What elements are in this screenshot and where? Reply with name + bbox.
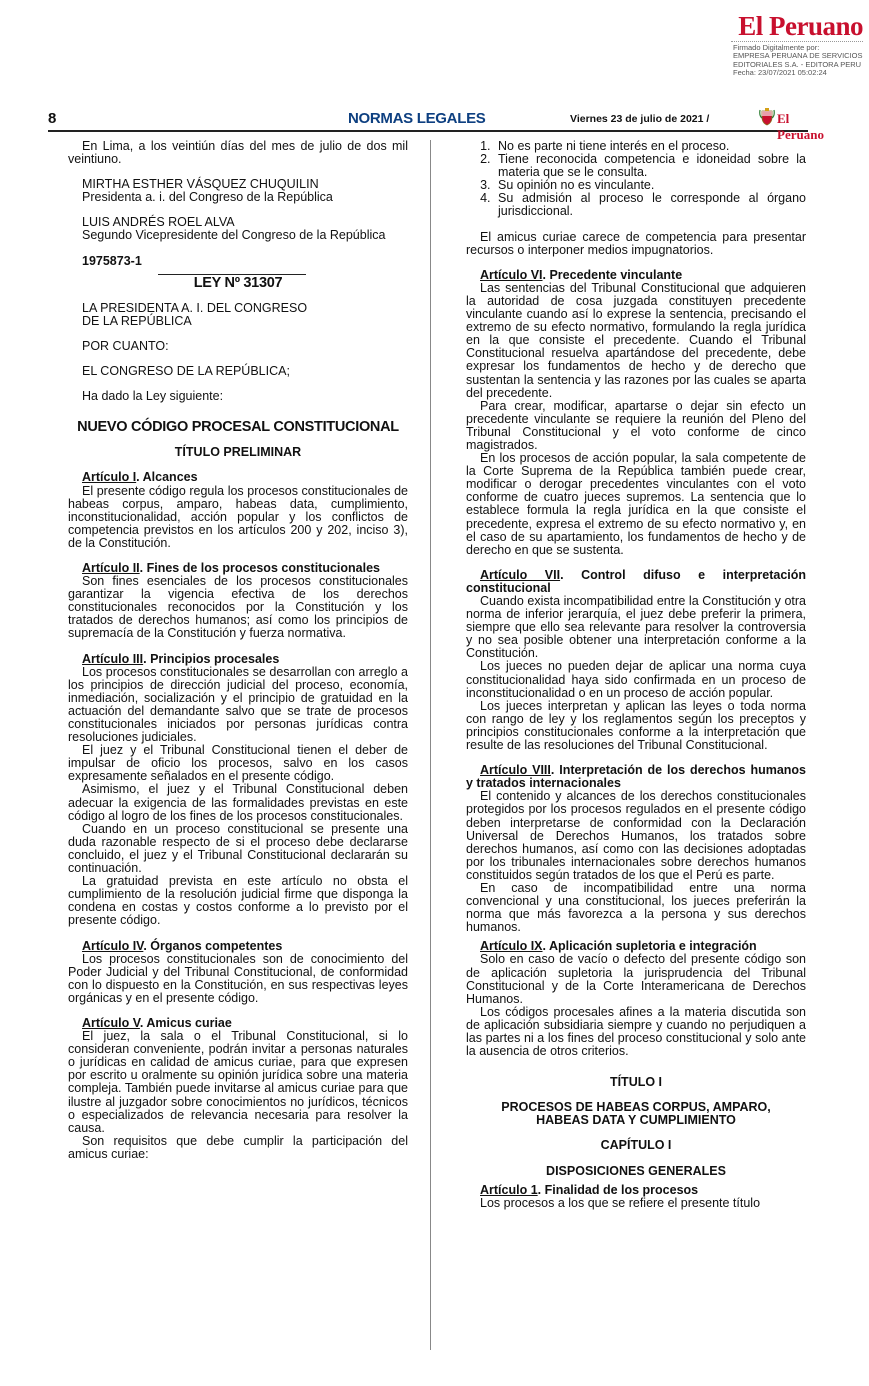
signatory-name: MIRTHA ESTHER VÁSQUEZ CHUQUILIN bbox=[82, 177, 319, 192]
list-item: 1. No es parte ni tiene interés en el proceso. bbox=[494, 140, 806, 153]
article-heading bbox=[68, 471, 408, 484]
article-paragraph: Son requisitos que debe cumplir la participación del amicus curiae: bbox=[68, 1133, 408, 1161]
page-number: 8 bbox=[48, 110, 57, 127]
title-heading: TÍTULO PRELIMINAR bbox=[174, 445, 302, 460]
title-subheading: HABEAS DATA Y CUMPLIMIENTO bbox=[536, 1113, 736, 1128]
signatory-name: LUIS ANDRÉS ROEL ALVA bbox=[82, 215, 235, 230]
list-item: 4. Su admisión al proceso le corresponde al órgano jurisdiccional. bbox=[494, 192, 806, 218]
article-paragraph: Los procesos constitucionales se desarrollan con arreglo a los principios de dirección judicial del proceso, economía, inmediación, socialización y el principio de gratuidad en la actuación del demandante salvo que se trate de procesos constitucionales iniciados por personas jurídicas contra resoluciones judiciales. bbox=[68, 664, 408, 745]
article-title: . Fines de los procesos constitucionales bbox=[139, 560, 381, 575]
article-paragraph: Los códigos procesales afines a la materia discutida son de aplicación subsidiaria siempre y cuando no perjudiquen a las partes ni a los fines del proceso constitucional y solo ante la ausencia de otros criterios. bbox=[466, 1004, 806, 1059]
title-subheading: PROCESOS DE HABEAS CORPUS, AMPARO, bbox=[501, 1100, 771, 1115]
issue-date: Viernes 23 de julio de 2021 / bbox=[570, 113, 710, 125]
document-code: 1975873-1 bbox=[82, 253, 142, 268]
article-paragraph: En caso de incompatibilidad entre una norma convencional y una constitucional, los jueces preferirán la norma que más favorezca a la persona y sus derechos humanos. bbox=[466, 880, 806, 935]
logo-text: El Peruano bbox=[738, 11, 863, 41]
article-title: . Precedente vinculante bbox=[542, 267, 683, 282]
coat-of-arms-icon bbox=[759, 108, 775, 126]
signature-line: Fecha: 23/07/2021 05:02:24 bbox=[733, 68, 827, 78]
article-heading bbox=[466, 764, 806, 790]
article-heading bbox=[68, 653, 408, 666]
list-item: 2. Tiene reconocida competencia e idoneidad sobre la materia que se le consulta. bbox=[494, 153, 806, 179]
signatory-role: Segundo Vicepresidente del Congreso de la República bbox=[82, 228, 386, 243]
article-paragraph: Los jueces no pueden dejar de aplicar una norma cuya constitucionalidad haya sido confirmada en un proceso de inconstitucionalidad o en un proceso de acción popular. bbox=[466, 659, 806, 700]
por-cuanto: POR CUANTO: bbox=[82, 338, 169, 353]
signature-line: EDITORIALES S.A. - EDITORA PERU bbox=[733, 59, 862, 69]
article-paragraph: En los procesos de acción popular, la sala competente de la Corte Suprema de la República también puede crear, modificar o derogar precedentes vinculantes con el voto conforme de cuatro jueces supremos. La sentencia que lo establece formula la regla jurídica en la que consiste el precedente, expresa el extremo de su efecto normativo y, en el caso de su apartamiento, los fundamentos de hecho y de derecho en que se sustenta. bbox=[466, 451, 806, 557]
article-title: . Interpretación de los derechos humanos y tratados internacionales bbox=[466, 763, 806, 791]
article-number: Artículo II bbox=[82, 560, 140, 575]
el-peruano-logo bbox=[713, 12, 863, 45]
article-paragraph: El juez, la sala o el Tribunal Constitucional, si lo consideran conveniente, podrán invitar a personas naturales o jurídicas en calidad de amicus curiae, para que expresen por escrito u oralmente su opinión jurídica sobre una materia compleja. También puede invitarse al amicus curiae para que ilustre al juzgador sobre conocimientos no jurídicos, técnicos o especializados de relevancia necesaria para resolver la causa. bbox=[68, 1029, 408, 1135]
signature-line: Firmado Digitalmente por: bbox=[733, 43, 820, 52]
article-heading bbox=[68, 940, 408, 953]
promulgator-line: LA PRESIDENTA A. I. DEL CONGRESO bbox=[82, 300, 308, 315]
article-number: Artículo IV bbox=[82, 938, 144, 953]
chapter-subheading: DISPOSICIONES GENERALES bbox=[546, 1163, 726, 1178]
congress-line: EL CONGRESO DE LA REPÚBLICA; bbox=[82, 364, 290, 379]
header-brand: El Peruano bbox=[777, 111, 824, 142]
article-paragraph: El contenido y alcances de los derechos constitucionales protegidos por los procesos regulados en el presente código deben interpretarse de conformidad con la Declaración Universal de Derechos Humanos, los tratados sobre derechos humanos, así como con las decisiones adoptadas por los tribunales internacionales sobre derechos humanos constituidos según tratados de los que el Perú es parte. bbox=[466, 789, 806, 882]
requirements-list bbox=[466, 140, 806, 219]
article-paragraph: Asimismo, el juez y el Tribunal Constitucional deben adecuar la exigencia de las formalidades previstas en este código al logro de los fines de los procesos constitucionales. bbox=[68, 782, 408, 823]
signature-line: EMPRESA PERUANA DE SERVICIOS bbox=[733, 51, 863, 61]
enacting-line: Ha dado la Ley siguiente: bbox=[82, 389, 224, 404]
article-paragraph: Son fines esenciales de los procesos constitucionales garantizar la vigencia efectiva de los derechos constitucionales reconocidos por la Constitución y los tratados de derechos humanos; así como los principios de supremacía de la Constitución y fuerza normativa. bbox=[68, 574, 408, 641]
article-title: . Alcances bbox=[136, 470, 198, 485]
article-number: Artículo III bbox=[82, 651, 144, 666]
article-number: Artículo 1 bbox=[480, 1182, 538, 1197]
article-paragraph: La gratuidad prevista en este artículo no obsta el cumplimiento de la resolución judicial firme que disponga la condena en costas y costos conforme a lo previsto por el presente código. bbox=[68, 874, 408, 928]
article-title: . Amicus curiae bbox=[139, 1015, 232, 1030]
column-divider bbox=[430, 140, 431, 1350]
article-title: . Órganos competentes bbox=[143, 938, 283, 953]
title-heading: TÍTULO I bbox=[609, 1075, 663, 1090]
article-paragraph: Solo en caso de vacío o defecto del presente código son de aplicación supletoria la jurisprudencia del Tribunal Constitucional y de la Corte Interamericana de Derechos Humanos. bbox=[466, 952, 806, 1006]
article-paragraph: Para crear, modificar, apartarse o dejar sin efecto un precedente vinculante se requiere la reunión del Pleno del Tribunal Constitucional y el voto conforme de cinco magistrados. bbox=[466, 398, 806, 452]
article-title: . Control difuso e interpretación constitucional bbox=[466, 567, 807, 595]
article-number: Artículo I bbox=[82, 470, 137, 485]
article-heading bbox=[466, 269, 806, 282]
promulgator-line: DE LA REPÚBLICA bbox=[82, 313, 192, 328]
left-column bbox=[68, 140, 408, 1161]
page-header bbox=[48, 108, 824, 142]
article-paragraph: El juez y el Tribunal Constitucional tienen el deber de impulsar de oficio los procesos, salvo en los casos expresamente señalados en el presente código. bbox=[68, 743, 408, 784]
article-paragraph: El amicus curiae carece de competencia para presentar recursos o interponer medios impugnatorios. bbox=[466, 229, 806, 257]
section-title: NORMAS LEGALES bbox=[348, 110, 486, 127]
chapter-heading: CAPÍTULO I bbox=[600, 1138, 672, 1153]
list-item: 3. Su opinión no es vinculante. bbox=[494, 179, 806, 192]
article-paragraph: Cuando en un proceso constitucional se presente una duda razonable respecto de si el proceso debe declararse concluido, el juez y el Tribunal Constitucional declararán su continuación. bbox=[68, 821, 408, 876]
code-title: NUEVO CÓDIGO PROCESAL CONSTITUCIONAL bbox=[77, 419, 399, 436]
closing-paragraph: En Lima, a los veintiún días del mes de julio de dos mil veintiuno. bbox=[68, 139, 408, 167]
article-number: Artículo IX bbox=[480, 939, 543, 954]
article-paragraph: Los jueces interpretan y aplican las leyes o toda norma con rango de ley y los reglamentos según los preceptos y principios constitucionales conforme a la interpretación que resulte de las resoluciones del Tribunal Constitucional. bbox=[466, 698, 806, 753]
signatory-role: Presidenta a. i. del Congreso de la República bbox=[82, 190, 333, 205]
article-number: Artículo VIII bbox=[480, 763, 551, 778]
article-title: . Principios procesales bbox=[143, 651, 280, 666]
article-number: Artículo VI bbox=[480, 267, 543, 282]
article-paragraph: Las sentencias del Tribunal Constitucional que adquieren la autoridad de cosa juzgada constituyen precedente vinculante cuando así lo exprese la sentencia, precisando el extremo de su efecto normativo, formulando la regla jurídica en la que consiste el precedente. Cuando el Tribunal Constitucional resuelva apartándose del precedente, debe expresar los fundamentos de hecho y de derecho que sustentan la sentencia y las razones por las cuales se aparta del precedente. bbox=[466, 280, 806, 400]
article-number: Artículo VII bbox=[480, 567, 561, 582]
article-number: Artículo V bbox=[82, 1015, 140, 1030]
article-paragraph: El presente código regula los procesos constitucionales de habeas corpus, amparo, habeas data, cumplimiento, inconstitucionalidad, acción popular y los conflictos de competencia previstos en los artículos 200 y 202, inciso 3), de la Constitución. bbox=[68, 483, 408, 550]
article-title: . Aplicación supletoria e integración bbox=[542, 939, 757, 954]
digital-signature bbox=[733, 44, 863, 78]
article-paragraph: Los procesos a los que se refiere el presente título bbox=[480, 1195, 761, 1210]
law-number: LEY Nº 31307 bbox=[193, 274, 283, 291]
right-column bbox=[466, 140, 806, 1210]
article-heading bbox=[466, 1184, 806, 1197]
article-heading bbox=[466, 569, 806, 595]
article-paragraph: Los procesos constitucionales son de conocimiento del Poder Judicial y del Tribunal Constitucional, de conformidad con lo dispuesto en la Constitución, en sus respectivas leyes orgánicas y en el presente código. bbox=[68, 951, 408, 1005]
article-title: . Finalidad de los procesos bbox=[537, 1182, 699, 1197]
article-paragraph: Cuando exista incompatibilidad entre la Constitución y otra norma de inferior jerarquía, el juez debe preferir la primera, siempre que ello sea relevante para resolver la controversia y no sea posible obtener una interpretación conforme a la Constitución. bbox=[466, 594, 806, 661]
